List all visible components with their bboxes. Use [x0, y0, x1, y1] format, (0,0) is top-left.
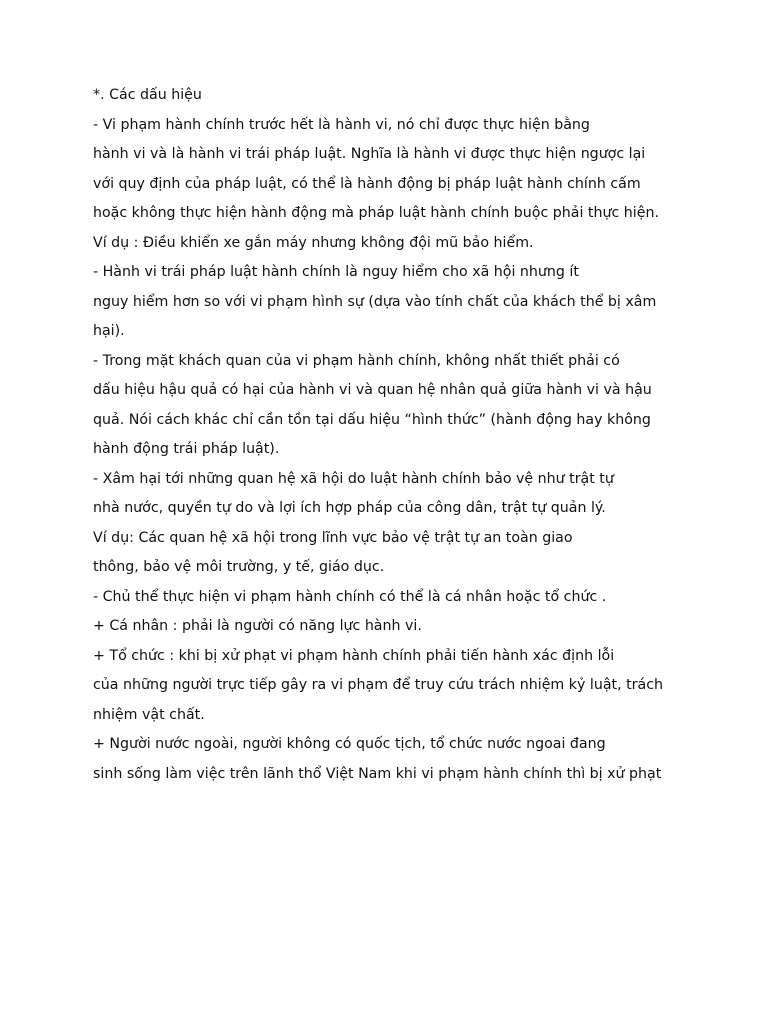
text-line: của những người trực tiếp gây ra vi phạm để truy cứu trách nhiệm kỷ luật, trách — [93, 677, 663, 693]
text-line: - Trong mặt khách quan của vi phạm hành chính, không nhất thiết phải có — [93, 352, 620, 369]
text-line: hành động trái pháp luật). — [93, 441, 280, 457]
text-line: quả. Nói cách khác chỉ cần tồn tại dấu hiệu “hình thức” (hành động hay không — [93, 411, 651, 428]
text-line: hoặc không thực hiện hành động mà pháp luật hành chính buộc phải thực hiện. — [93, 205, 659, 221]
text-line: + Người nước ngoài, người không có quốc tịch, tổ chức nước ngoai đang — [93, 736, 606, 752]
document-body — [93, 86, 683, 794]
section-heading: *. Các dấu hiệu — [93, 87, 202, 103]
text-line: hại). — [93, 323, 125, 339]
text-line: sinh sống làm việc trên lãnh thổ Việt Nam khi vi phạm hành chính thì bị xử phạt — [93, 765, 662, 782]
text-line: với quy định của pháp luật, có thể là hành động bị pháp luật hành chính cấm — [93, 175, 641, 192]
text-line: nhiệm vật chất. — [93, 706, 205, 723]
example-line: Ví dụ : Điều khiển xe gắn máy nhưng không đội mũ bảo hiểm. — [93, 234, 534, 251]
text-line: + Cá nhân : phải là người có năng lực hành vi. — [93, 618, 422, 634]
text-line: - Xâm hại tới những quan hệ xã hội do luật hành chính bảo vệ như trật tự — [93, 470, 614, 487]
text-line: + Tổ chức : khi bị xử phạt vi phạm hành chính phải tiến hành xác định lỗi — [93, 647, 615, 664]
text-line: nguy hiểm hơn so với vi phạm hình sự (dựa vào tính chất của khách thể bị xâm — [93, 293, 657, 310]
text-line: thông, bảo vệ môi trường, y tế, giáo dục. — [93, 559, 385, 575]
text-line: hành vi và là hành vi trái pháp luật. Nghĩa là hành vi được thực hiện ngược lại — [93, 146, 646, 162]
text-line: - Chủ thể thực hiện vi phạm hành chính có thể là cá nhân hoặc tổ chức . — [93, 588, 607, 605]
text-line: nhà nước, quyền tự do và lợi ích hợp pháp của công dân, trật tự quản lý. — [93, 500, 606, 516]
text-line: - Vi phạm hành chính trước hết là hành vi, nó chỉ được thực hiện bằng — [93, 116, 590, 133]
text-line: dấu hiệu hậu quả có hại của hành vi và quan hệ nhân quả giữa hành vi và hậu — [93, 382, 652, 398]
example-line: Ví dụ: Các quan hệ xã hội trong lĩnh vực bảo vệ trật tự an toàn giao — [93, 529, 573, 546]
text-line: - Hành vi trái pháp luật hành chính là nguy hiểm cho xã hội nhưng ít — [93, 264, 579, 280]
